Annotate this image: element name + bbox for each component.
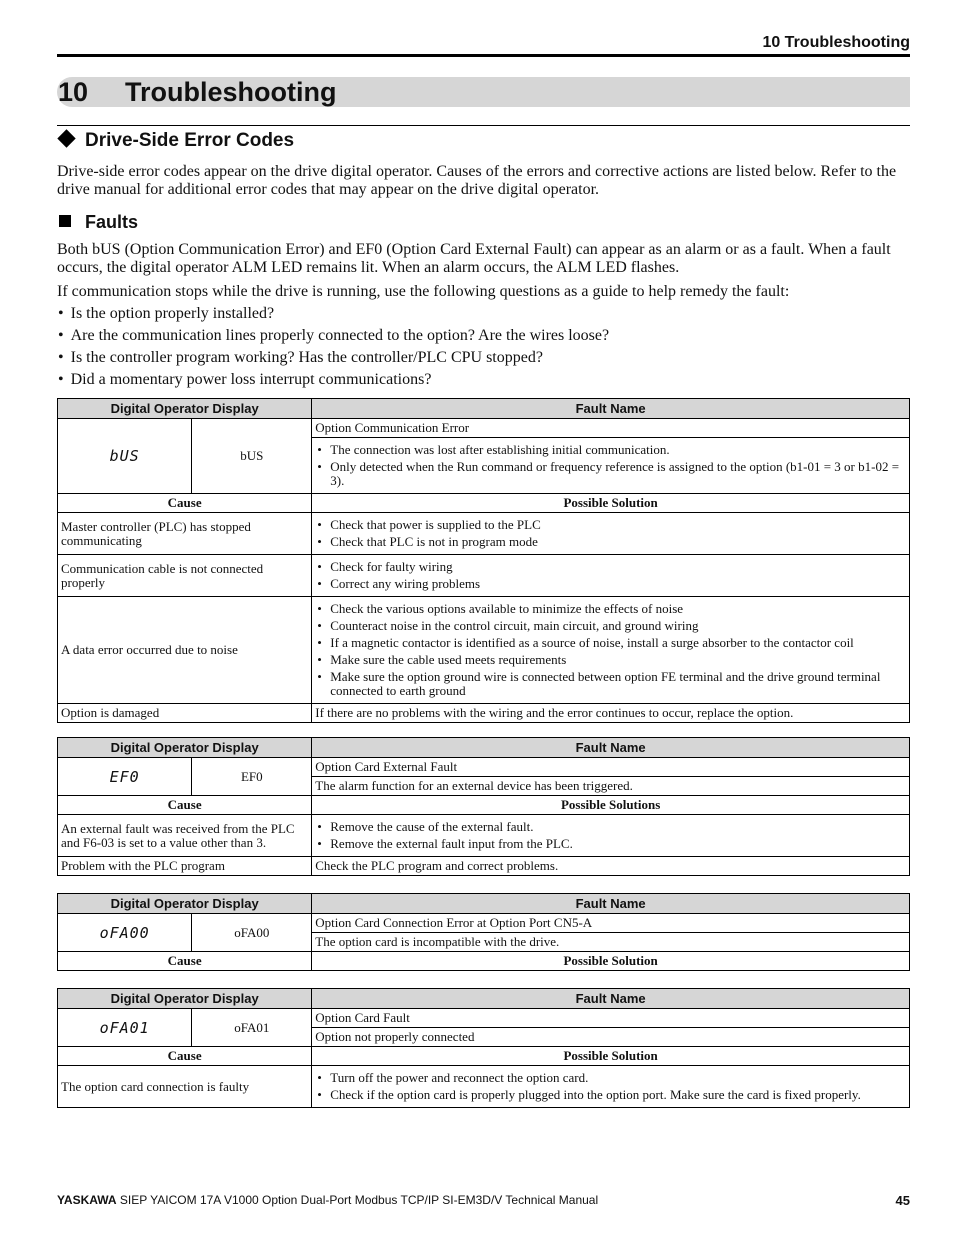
table-header: Digital Operator Display — [58, 399, 312, 419]
table-header: Fault Name — [312, 894, 910, 914]
diamond-icon — [57, 129, 75, 147]
table-header: Digital Operator Display — [58, 894, 312, 914]
list-item: • Remove the cause of the external fault. — [315, 820, 906, 834]
fault-description: The alarm function for an external device has been triggered. — [312, 777, 910, 796]
solution-cell — [312, 555, 910, 597]
list-item: • Check if the option card is properly plugged into the option port. Make sure the card is fixed properly. — [315, 1088, 906, 1102]
list-item: • Are the communication lines properly connected to the option? Are the wires loose? — [57, 325, 910, 347]
table-header: Fault Name — [312, 399, 910, 419]
list-item: • Make sure the cable used meets requirements — [315, 653, 906, 667]
list-item: • Check that PLC is not in program mode — [315, 535, 906, 549]
cause-cell: A data error occurred due to noise — [58, 597, 312, 704]
footer-brand: YASKAWA — [57, 1193, 117, 1207]
fault-name: Option Communication Error — [312, 419, 910, 438]
cause-header: Cause — [58, 494, 312, 513]
fault-name: Option Card Connection Error at Option Port CN5-A — [312, 914, 910, 933]
solution-cell — [312, 513, 910, 555]
footer-text: SIEP YAICOM 17A V1000 Option Dual-Port Modbus TCP/IP SI-EM3D/V Technical Manual — [116, 1193, 599, 1207]
segment-display: oFA01 — [58, 1009, 192, 1047]
list-item: • Only detected when the Run command or frequency reference is assigned to the option (b1-01 = 3 or b1-02 = 3). — [315, 460, 906, 488]
solution-cell — [312, 1066, 910, 1108]
fault-description: Option not properly connected — [312, 1028, 910, 1047]
fault-description — [312, 438, 910, 494]
table-header: Digital Operator Display — [58, 738, 312, 758]
section-title: Drive-Side Error Codes — [85, 130, 295, 151]
question-list — [57, 303, 910, 391]
solution-header: Possible Solution — [312, 1047, 910, 1066]
solution-cell — [312, 815, 910, 857]
fault-name: Option Card Fault — [312, 1009, 910, 1028]
solution-cell — [312, 597, 910, 704]
solution-header: Possible Solutions — [312, 796, 910, 815]
cause-header: Cause — [58, 796, 312, 815]
segment-display: oFA00 — [58, 914, 192, 952]
faults-paragraph-2: If communication stops while the drive is running, use the following questions as a guide to help remedy the fault: — [57, 283, 790, 300]
table-row — [58, 704, 910, 723]
section-intro: Drive-side error codes appear on the drive digital operator. Causes of the errors and corrective actions are listed below. Refer to the drive manual for additional error codes that may appear on the drive digital operator. — [57, 163, 897, 198]
subsection-heading — [57, 211, 138, 233]
fault-table-ofa01 — [57, 988, 910, 1108]
fault-name: Option Card External Fault — [312, 758, 910, 777]
list-item: • The connection was lost after establishing initial communication. — [315, 443, 906, 457]
list-item: • Remove the external fault input from the PLC. — [315, 837, 906, 851]
cause-cell: An external fault was received from the PLC and F6-03 is set to a value other than 3. — [58, 815, 312, 857]
table-header: Digital Operator Display — [58, 989, 312, 1009]
solution-cell: Check the PLC program and correct problems. — [312, 857, 910, 876]
solution-header: Possible Solution — [312, 952, 910, 971]
cause-header: Cause — [58, 1047, 312, 1066]
list-item: • Counteract noise in the control circuit, main circuit, and ground wiring — [315, 619, 906, 633]
table-row — [58, 1066, 910, 1108]
list-item: • Did a momentary power loss interrupt communications? — [57, 369, 910, 391]
subsection-title: Faults — [85, 212, 139, 232]
list-item: • Turn off the power and reconnect the option card. — [315, 1071, 906, 1085]
table-row — [58, 857, 910, 876]
list-item: • Check the various options available to minimize the effects of noise — [315, 602, 906, 616]
fault-code: oFA00 — [192, 914, 312, 952]
page-number: 45 — [895, 1193, 910, 1208]
list-item: • Is the option properly installed? — [57, 303, 910, 325]
top-rule — [57, 54, 910, 57]
fault-table-bus — [57, 398, 910, 723]
chapter-number: 10 — [58, 77, 89, 107]
table-header: Fault Name — [312, 989, 910, 1009]
square-icon — [59, 215, 71, 227]
cause-cell: The option card connection is faulty — [58, 1066, 312, 1108]
cause-cell: Problem with the PLC program — [58, 857, 312, 876]
solution-cell: If there are no problems with the wiring and the error continues to occur, replace the option. — [312, 704, 910, 723]
list-item: • Check that power is supplied to the PLC — [315, 518, 906, 532]
page-footer — [57, 1193, 910, 1207]
section-heading — [57, 129, 294, 153]
fault-table-ef0 — [57, 737, 910, 876]
table-row — [58, 815, 910, 857]
fault-description: The option card is incompatible with the drive. — [312, 933, 910, 952]
table-row — [58, 597, 910, 704]
table-row — [58, 555, 910, 597]
table-header: Fault Name — [312, 738, 910, 758]
cause-cell: Option is damaged — [58, 704, 312, 723]
fault-code: bUS — [192, 419, 312, 494]
list-item: • Check for faulty wiring — [315, 560, 906, 574]
cause-header: Cause — [58, 952, 312, 971]
running-header: 10 Troubleshooting — [762, 34, 910, 51]
list-item: • Is the controller program working? Has the controller/PLC CPU stopped? — [57, 347, 910, 369]
cause-cell: Master controller (PLC) has stopped communicating — [58, 513, 312, 555]
cause-cell: Communication cable is not connected properly — [58, 555, 312, 597]
chapter-title: Troubleshooting — [125, 77, 337, 107]
segment-display: EF0 — [58, 758, 192, 796]
table-row — [58, 513, 910, 555]
list-item: • Make sure the option ground wire is connected between option FE terminal and the drive ground terminal connected to earth ground — [315, 670, 906, 698]
fault-code: EF0 — [192, 758, 312, 796]
list-item: • Correct any wiring problems — [315, 577, 906, 591]
fault-table-ofa00 — [57, 893, 910, 971]
fault-code: oFA01 — [192, 1009, 312, 1047]
section-rule — [57, 125, 910, 126]
faults-paragraph-1: Both bUS (Option Communication Error) and EF0 (Option Card External Fault) can appear as an alarm or as a fault. When a fault occurs, the digital operator ALM LED remains lit. When an alarm occurs, the ALM LED flashes. — [57, 241, 891, 276]
list-item: • If a magnetic contactor is identified as a source of noise, install a surge absorber to the contactor coil — [315, 636, 906, 650]
segment-display: bUS — [58, 419, 192, 494]
solution-header: Possible Solution — [312, 494, 910, 513]
